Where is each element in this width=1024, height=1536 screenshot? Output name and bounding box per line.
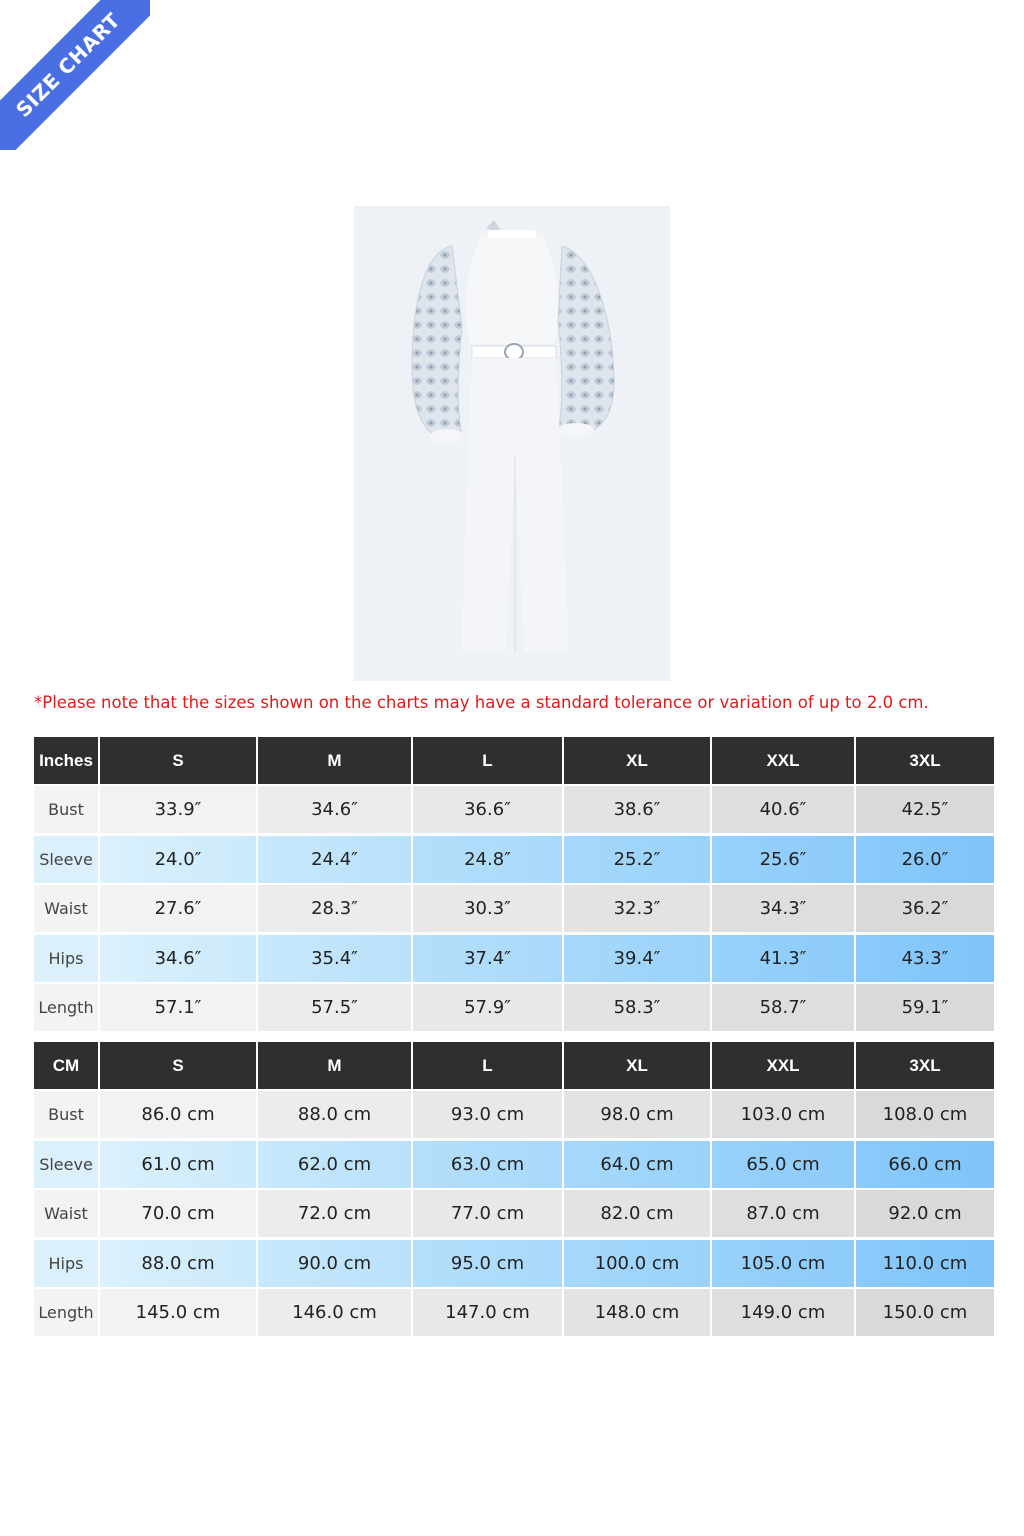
row-label-length: Length — [34, 1289, 98, 1336]
table-cell: 57.1″ — [100, 984, 256, 1031]
inches-size-table — [34, 737, 990, 1031]
table-cell: 25.2″ — [564, 836, 710, 883]
table-cell: 61.0 cm — [100, 1141, 256, 1188]
product-photo — [354, 206, 670, 681]
table-cell: 150.0 cm — [856, 1289, 994, 1336]
size-header-l: L — [413, 737, 562, 784]
table-cell: 149.0 cm — [712, 1289, 854, 1336]
table-cell: 88.0 cm — [258, 1091, 411, 1138]
size-header-m: M — [258, 737, 411, 784]
table-cell: 42.5″ — [856, 786, 994, 833]
size-header-m: M — [258, 1042, 411, 1089]
table-cell: 145.0 cm — [100, 1289, 256, 1336]
cm-size-table — [34, 1042, 990, 1336]
size-header-s: S — [100, 737, 256, 784]
table-cell: 25.6″ — [712, 836, 854, 883]
table-cell: 95.0 cm — [413, 1240, 562, 1287]
table-cell: 147.0 cm — [413, 1289, 562, 1336]
table-cell: 37.4″ — [413, 935, 562, 982]
table-cell: 27.6″ — [100, 885, 256, 932]
table-cell: 87.0 cm — [712, 1190, 854, 1237]
table-cell: 39.4″ — [564, 935, 710, 982]
row-label-waist: Waist — [34, 1190, 98, 1237]
table-cell: 34.6″ — [100, 935, 256, 982]
size-header-3xl: 3XL — [856, 737, 994, 784]
table-cell: 28.3″ — [258, 885, 411, 932]
table-cell: 58.3″ — [564, 984, 710, 1031]
table-cell: 36.6″ — [413, 786, 562, 833]
table-cell: 26.0″ — [856, 836, 994, 883]
table-cell: 58.7″ — [712, 984, 854, 1031]
table-cell: 63.0 cm — [413, 1141, 562, 1188]
row-label-bust: Bust — [34, 1091, 98, 1138]
table-cell: 65.0 cm — [712, 1141, 854, 1188]
size-header-xxl: XXL — [712, 1042, 854, 1089]
table-cell: 82.0 cm — [564, 1190, 710, 1237]
row-label-hips: Hips — [34, 935, 98, 982]
table-cell: 72.0 cm — [258, 1190, 411, 1237]
table-cell: 43.3″ — [856, 935, 994, 982]
table-cell: 36.2″ — [856, 885, 994, 932]
table-cell: 24.8″ — [413, 836, 562, 883]
table-cell: 24.0″ — [100, 836, 256, 883]
table-cell: 98.0 cm — [564, 1091, 710, 1138]
table-cell: 33.9″ — [100, 786, 256, 833]
table-cell: 40.6″ — [712, 786, 854, 833]
table-cell: 92.0 cm — [856, 1190, 994, 1237]
unit-header: Inches — [34, 737, 98, 784]
table-cell: 57.9″ — [413, 984, 562, 1031]
row-label-bust: Bust — [34, 786, 98, 833]
unit-header: CM — [34, 1042, 98, 1089]
table-cell: 34.3″ — [712, 885, 854, 932]
table-cell: 103.0 cm — [712, 1091, 854, 1138]
size-header-l: L — [413, 1042, 562, 1089]
table-cell: 110.0 cm — [856, 1240, 994, 1287]
row-label-sleeve: Sleeve — [34, 836, 98, 883]
row-label-sleeve: Sleeve — [34, 1141, 98, 1188]
size-chart-badge — [0, 0, 150, 150]
table-cell: 93.0 cm — [413, 1091, 562, 1138]
table-cell: 30.3″ — [413, 885, 562, 932]
size-header-xl: XL — [564, 737, 710, 784]
table-cell: 77.0 cm — [413, 1190, 562, 1237]
table-cell: 64.0 cm — [564, 1141, 710, 1188]
size-header-xl: XL — [564, 1042, 710, 1089]
table-cell: 86.0 cm — [100, 1091, 256, 1138]
size-header-xxl: XXL — [712, 737, 854, 784]
row-label-waist: Waist — [34, 885, 98, 932]
table-cell: 146.0 cm — [258, 1289, 411, 1336]
table-cell: 57.5″ — [258, 984, 411, 1031]
row-label-hips: Hips — [34, 1240, 98, 1287]
table-cell: 88.0 cm — [100, 1240, 256, 1287]
table-cell: 32.3″ — [564, 885, 710, 932]
size-header-s: S — [100, 1042, 256, 1089]
table-cell: 90.0 cm — [258, 1240, 411, 1287]
table-cell: 24.4″ — [258, 836, 411, 883]
tolerance-note: *Please note that the sizes shown on the charts may have a standard tolerance or variation of up to 2.0 cm. — [34, 693, 929, 712]
table-cell: 35.4″ — [258, 935, 411, 982]
table-cell: 100.0 cm — [564, 1240, 710, 1287]
table-cell: 59.1″ — [856, 984, 994, 1031]
table-cell: 38.6″ — [564, 786, 710, 833]
table-cell: 108.0 cm — [856, 1091, 994, 1138]
size-chart-badge-label: SIZE CHART — [0, 0, 150, 150]
table-cell: 41.3″ — [712, 935, 854, 982]
table-cell: 66.0 cm — [856, 1141, 994, 1188]
table-cell: 62.0 cm — [258, 1141, 411, 1188]
size-header-3xl: 3XL — [856, 1042, 994, 1089]
table-cell: 148.0 cm — [564, 1289, 710, 1336]
row-label-length: Length — [34, 984, 98, 1031]
table-cell: 70.0 cm — [100, 1190, 256, 1237]
table-cell: 105.0 cm — [712, 1240, 854, 1287]
table-cell: 34.6″ — [258, 786, 411, 833]
